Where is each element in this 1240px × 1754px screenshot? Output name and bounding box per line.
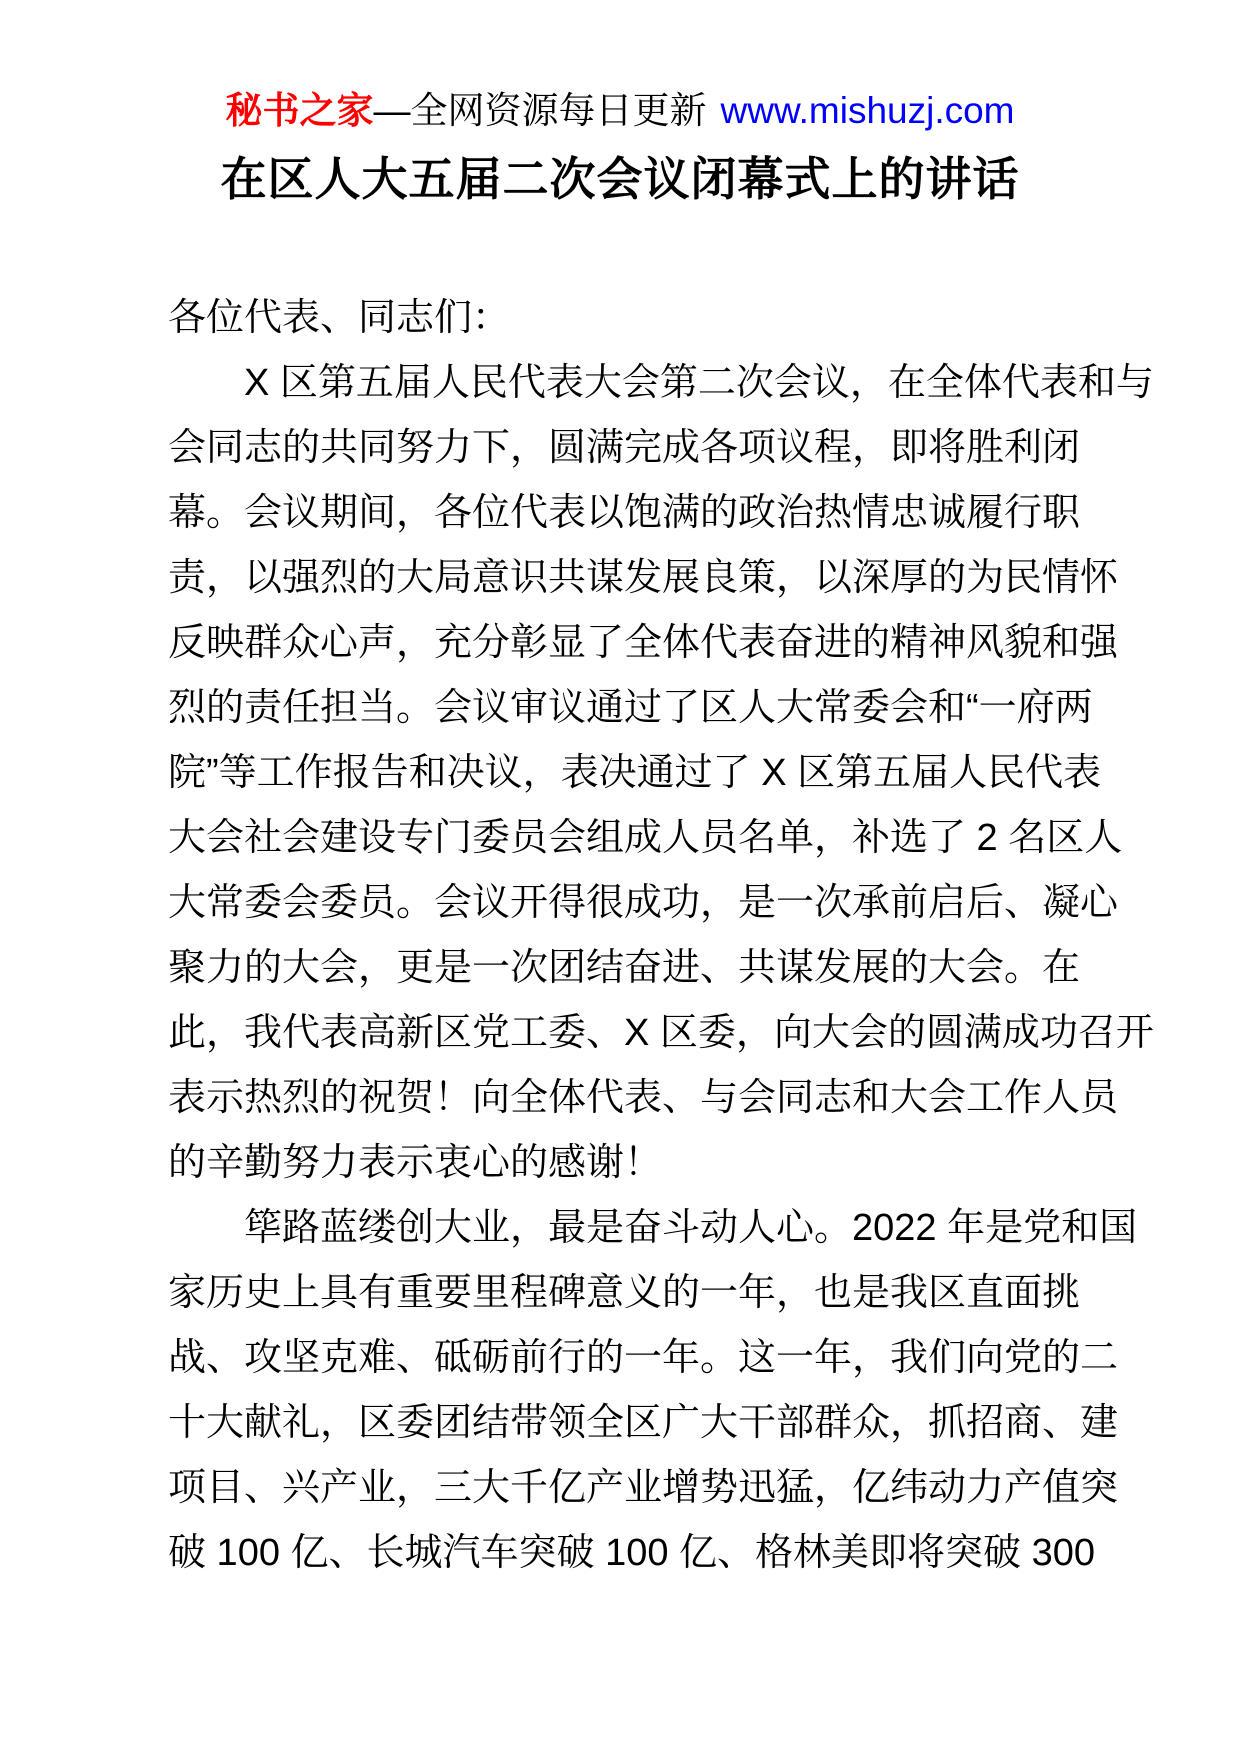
text-line: X 区第五届人民代表大会第二次会议，在全体代表和与 — [244, 362, 1154, 404]
text-line: 烈的责任担当。会议审议通过了区人大常委会和“一府两 — [168, 687, 1093, 729]
text-line: 此，我代表高新区党工委、X 区委，向大会的圆满成功召开 — [168, 1012, 1154, 1054]
text-line: 表示热烈的祝贺！向全体代表、与会同志和大会工作人员 — [168, 1077, 1119, 1119]
text-line: 项目、兴产业，三大千亿产业增势迅猛，亿纬动力产值突 — [168, 1467, 1119, 1509]
text-line: 责，以强烈的大局意识共谋发展良策，以深厚的为民情怀 — [168, 557, 1119, 599]
site-url-link[interactable]: www.mishuzj.com — [720, 90, 1015, 131]
text-line: 十大献礼，区委团结带领全区广大干部群众，抓招商、建 — [168, 1402, 1119, 1444]
site-brand: 秘书之家 — [225, 90, 374, 131]
site-header — [0, 0, 1240, 136]
text-line: 会同志的共同努力下，圆满完成各项议程，即将胜利闭 — [168, 427, 1081, 469]
text-line: 的辛勤努力表示衷心的感谢！ — [168, 1142, 663, 1184]
site-tagline: —全网资源每日更新 — [373, 90, 707, 131]
text-line: 幕。会议期间，各位代表以饱满的政治热情忠诚履行职 — [168, 492, 1081, 534]
text-line: 反映群众心声，充分彰显了全体代表奋进的精神风貌和强 — [168, 622, 1119, 664]
text-line: 破 100 亿、长城汽车突破 100 亿、格林美即将突破 300 — [168, 1532, 1095, 1574]
text-line: 大会社会建设专门委员会组成人员名单，补选了 2 名区人 — [168, 817, 1123, 859]
text-line: 筚路蓝缕创大业，最是奋斗动人心。2022 年是党和国 — [244, 1207, 1138, 1249]
salutation-line: 各位代表、同志们： — [168, 297, 511, 339]
text-line: 家历史上具有重要里程碑意义的一年，也是我区直面挑 — [168, 1272, 1081, 1314]
text-line: 聚力的大会，更是一次团结奋进、共谋发展的大会。在 — [168, 947, 1081, 989]
document-title: 在区人大五届二次会议闭幕式上的讲话 — [220, 153, 1020, 205]
document-body — [168, 286, 1154, 1586]
text-line: 大常委会委员。会议开得很成功，是一次承前启后、凝心 — [168, 882, 1119, 924]
text-line: 战、攻坚克难、砥砺前行的一年。这一年，我们向党的二 — [168, 1337, 1119, 1379]
text-line: 院”等工作报告和决议，表决通过了 X 区第五届人民代表 — [168, 752, 1102, 794]
